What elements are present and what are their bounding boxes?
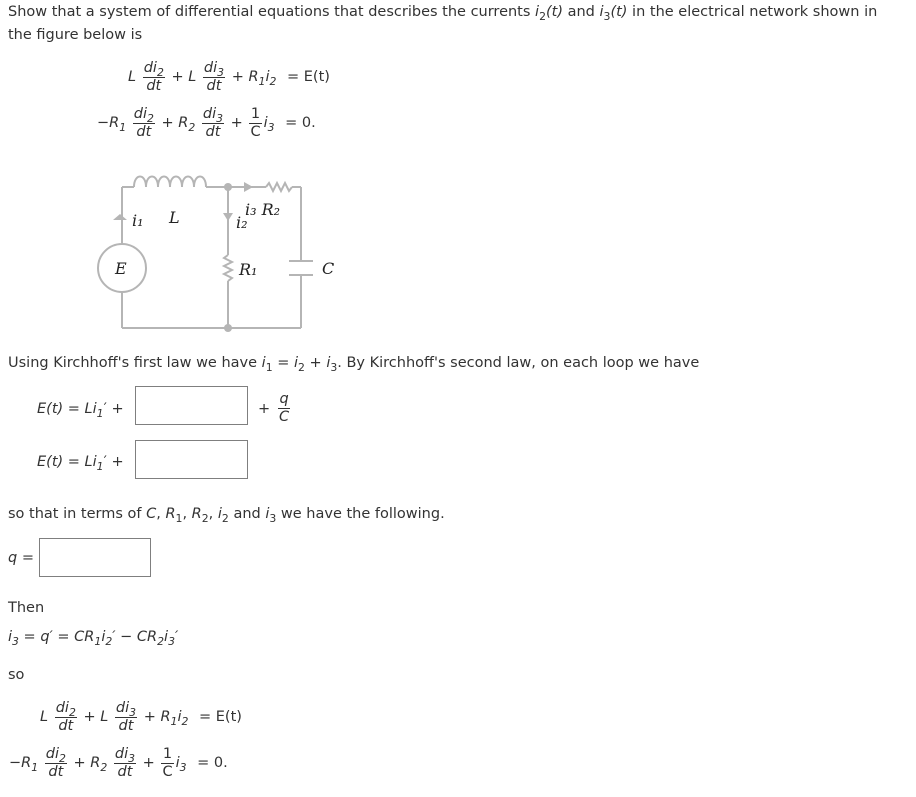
inductor	[134, 177, 206, 188]
answer-input-q[interactable]	[39, 538, 151, 577]
resistor-r2	[266, 183, 292, 191]
terms-sentence: so that in terms of C, $R_1$, $R_2$, $i_2$ and $i_3$ we have the following.	[8, 506, 445, 525]
answer-input-loop1[interactable]	[135, 386, 248, 425]
then-label: Then	[8, 600, 45, 616]
junction-node	[224, 183, 232, 191]
label-source-e: E	[115, 259, 127, 278]
q-label: q =	[8, 550, 34, 566]
q-over-c-fraction: $\frac{q}{C}$	[279, 391, 290, 425]
system-bottom-eq2: $-R_1$ $\frac{di_2}{dt}$ + $R_2$ $\frac{di_3}{dt}$ + $\frac{1}{C}$ $i_3 = 0$.	[9, 746, 228, 780]
so-label: so	[8, 667, 25, 683]
kirchhoff-sentence: Using Kirchhoff's first law we have $i_1 = i_2 + i_3$. By Kirchhoff's second law, on each loop we have	[8, 355, 700, 374]
loop1-plus: +	[258, 401, 271, 417]
answer-input-loop2[interactable]	[135, 440, 248, 479]
circuit-diagram	[90, 160, 320, 340]
loop1-equation: $E(t) = Li_1'$ +	[37, 401, 124, 420]
loop2-equation: $E(t) = Li_1'$ +	[37, 454, 124, 473]
arrow-i1-icon	[113, 214, 127, 220]
system-bottom-eq1: L $\frac{di_2}{dt}$ + L $\frac{di_3}{dt}$ + $R_1i_2 = E(t)$	[40, 700, 242, 734]
label-i3-r2: i₃ R₂	[245, 200, 281, 219]
system-top-eq2: $-R_1$ $\frac{di_2}{dt}$ + $R_2$ $\frac{di_3}{dt}$ + $\frac{1}{C}$ $i_3 = 0$.	[97, 106, 316, 140]
i3-derivative-equation: $i_3 = q' = CR_1i_2' - CR_2i_3'$	[8, 629, 179, 648]
arrow-i3-icon	[244, 182, 253, 192]
system-top-eq1: L $\frac{di_2}{dt}$ + L $\frac{di_3}{dt}$ + $R_1i_2 = E(t)$	[128, 60, 330, 94]
label-capacitor-c: C	[322, 259, 335, 278]
label-i1: i₁	[132, 211, 144, 230]
label-inductor: L	[169, 208, 180, 227]
resistor-r1	[224, 255, 232, 281]
label-r1: R₁	[239, 260, 258, 279]
label-i2: i₂	[236, 213, 248, 232]
circuit-wires	[98, 177, 313, 329]
arrow-i2-icon	[223, 213, 233, 221]
junction-node	[224, 324, 232, 332]
problem-statement-line1: Show that a system of differential equations that describes the currents $i_2(t)$ and $i_3(t)$ in the electrical network shown in	[8, 4, 878, 23]
problem-statement-line2: the figure below is	[8, 27, 143, 43]
